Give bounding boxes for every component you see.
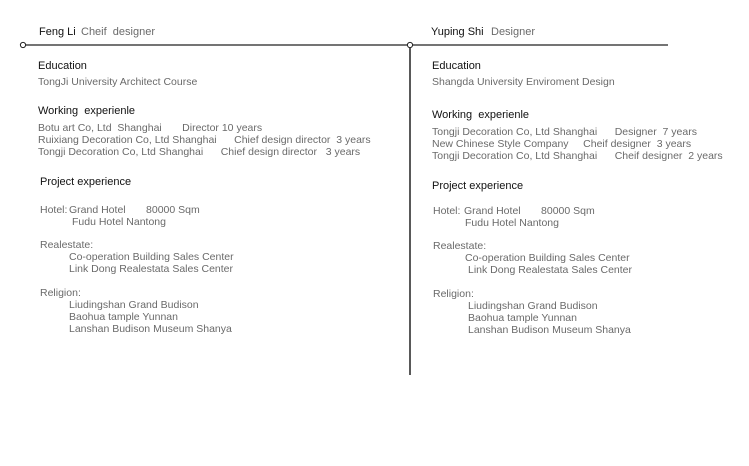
timeline-node-right (407, 42, 412, 47)
religion-item: Baohua tample Yunnan (468, 312, 577, 324)
working-heading: Working experienle (38, 105, 136, 117)
project-heading: Project experience (432, 180, 524, 192)
working-line: Tongji Decoration Co, Ltd Shanghai Chief design director 3 years (38, 146, 361, 158)
working-line: Ruixiang Decoration Co, Ltd Shanghai Chief design director 3 years (38, 134, 371, 146)
working-line: New Chinese Style Company Cheif designer 3 years (432, 138, 692, 150)
education-text: TongJi University Architect Course (38, 76, 198, 88)
religion-item: Lanshan Budison Museum Shanya (69, 323, 232, 335)
religion-label: Religion: (40, 287, 81, 299)
religion-item: Baohua tample Yunnan (69, 311, 178, 323)
realestate-item: Link Dong Realestata Sales Center (69, 263, 234, 275)
religion-item: Liudingshan Grand Budison (69, 299, 199, 311)
working-line: Tongji Decoration Co, Ltd Shanghai Designer 7 years (432, 126, 697, 138)
education-heading: Education (432, 60, 481, 72)
religion-item: Liudingshan Grand Budison (468, 300, 598, 312)
working-heading: Working experienle (432, 109, 530, 121)
education-text: Shangda University Enviroment Design (432, 76, 615, 88)
hotel-item: Fudu Hotel Nantong (465, 217, 559, 229)
realestate-label: Realestate: (433, 240, 487, 252)
person-role: Cheif designer (81, 26, 155, 38)
hotel-item: Grand Hotel 80000 Sqm (464, 205, 595, 217)
person-name: Yuping Shi (431, 26, 484, 38)
realestate-item: Co-operation Building Sales Center (465, 252, 630, 264)
hotel-item: Fudu Hotel Nantong (72, 216, 166, 228)
hotel-item: Grand Hotel 80000 Sqm (69, 204, 200, 216)
realestate-item: Link Dong Realestata Sales Center (468, 264, 633, 276)
hotel-label: Hotel: (40, 204, 68, 216)
hotel-label: Hotel: (433, 205, 461, 217)
realestate-item: Co-operation Building Sales Center (69, 251, 234, 263)
project-heading: Project experience (40, 176, 132, 188)
education-heading: Education (38, 60, 87, 72)
religion-label: Religion: (433, 288, 474, 300)
working-line: Botu art Co, Ltd Shanghai Director 10 years (38, 122, 263, 134)
working-line: Tongji Decoration Co, Ltd Shanghai Cheif designer 2 years (432, 150, 723, 162)
timeline-node-left (20, 42, 25, 47)
religion-item: Lanshan Budison Museum Shanya (468, 324, 631, 336)
realestate-label: Realestate: (40, 239, 94, 251)
person-name: Feng Li (39, 26, 76, 38)
person-role: Designer (491, 26, 536, 38)
